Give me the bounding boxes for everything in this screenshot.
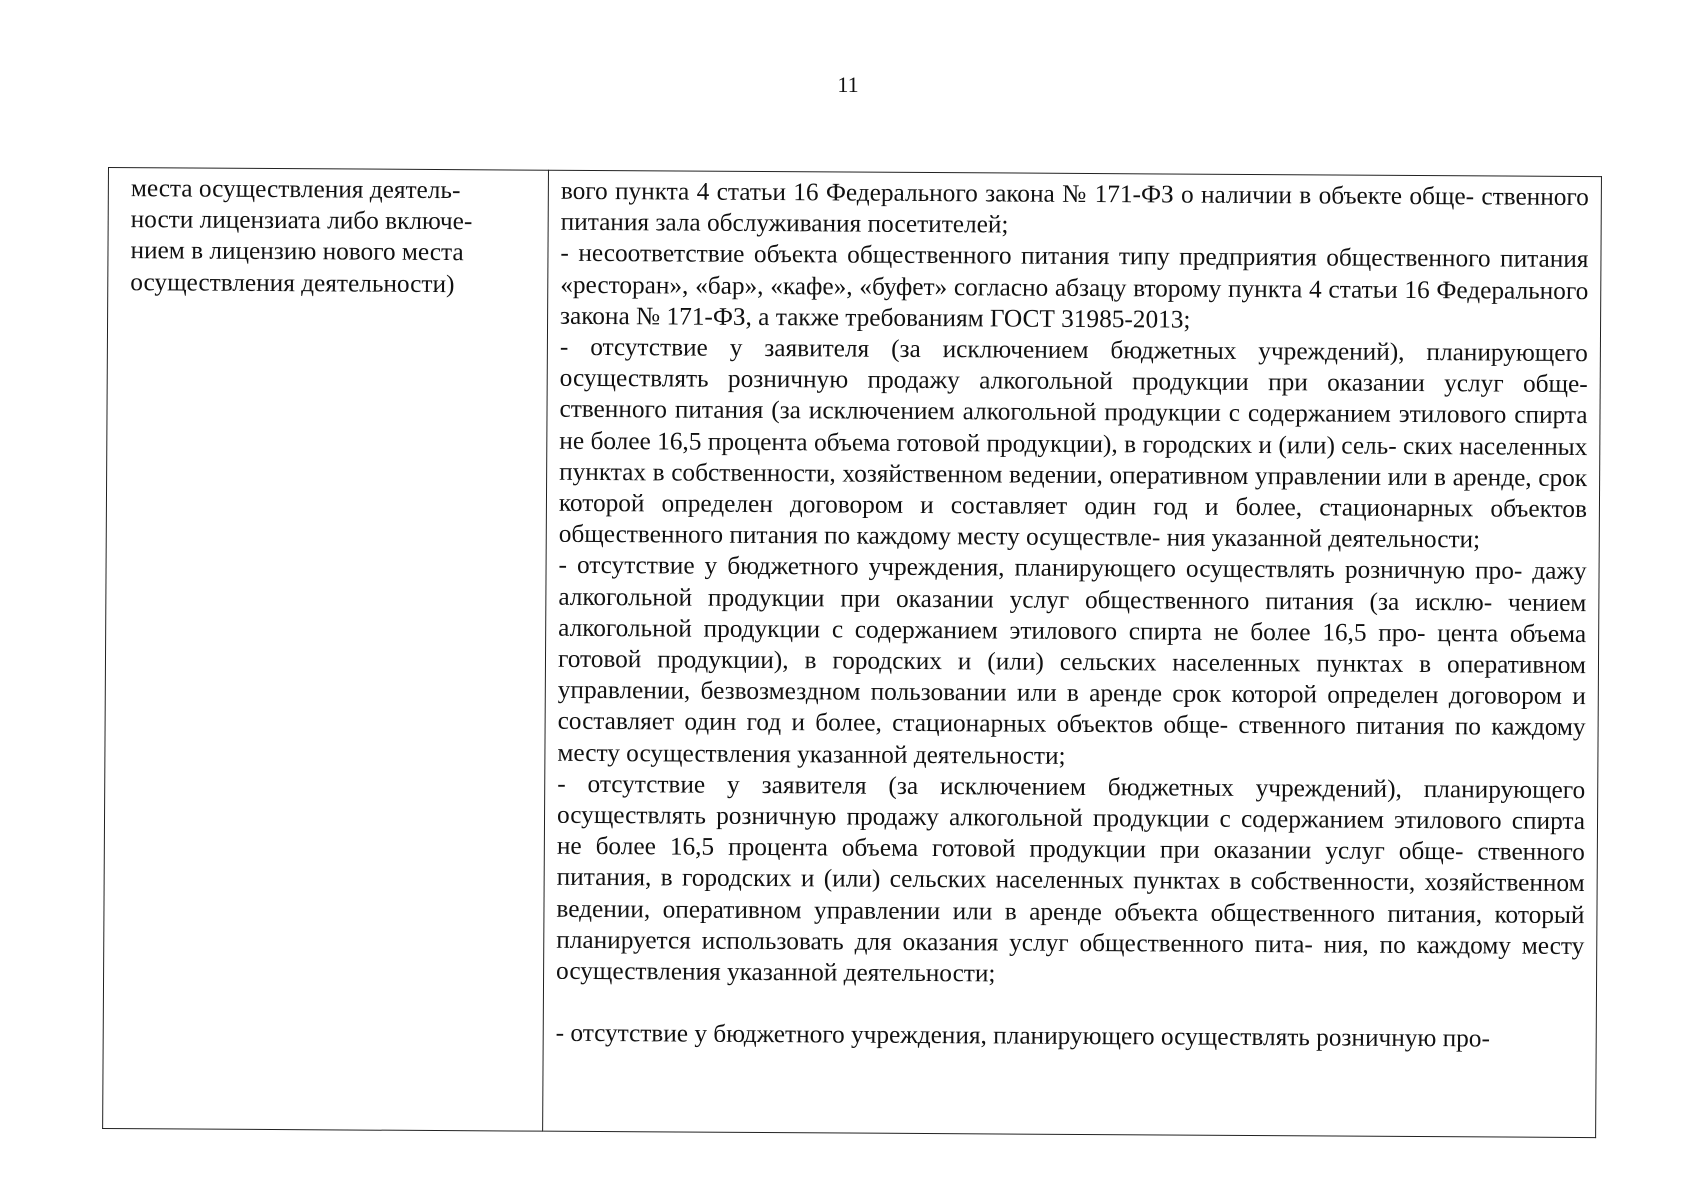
page-number: 11 — [837, 72, 859, 97]
paragraph: - отсутствие у заявителя (за исключением бюджетных учреждений), планирующего осуществлять розничную продажу алкогольной продукции при оказании услуг обще- ственного питания (за исключением алкогольной продукции с содержанием этилового спирта не более 16,5 процента объема готовой продукции), в городских и (или) сель- ских населенных пунктах в собственности, хозяйственном ведении, оперативном управлении или в аренде, срок которой определен договором и составляет один год и более, стационарных объектов общественного питания по каждому месту осуществле- ния указанной деятельности; — [558, 332, 1588, 554]
right-cell-text — [556, 176, 1589, 1056]
left-cell-text — [120, 173, 536, 300]
left-cell — [103, 168, 549, 1132]
table-row — [103, 168, 1602, 1138]
document-table — [102, 167, 1602, 1138]
paragraph: - отсутствие у бюджетного учреждения, планирующего осуществлять розничную про- — [555, 1019, 1491, 1053]
left-cell-line: нием в лицензию нового места — [130, 236, 464, 267]
paragraph: - отсутствие у заявителя (за исключением бюджетных учреждений), планирующего осуществлять розничную продажу алкогольной продукции с содержанием этилового спирта не более 16,5 процента объема готовой продукции при оказании услуг обще- ственного питания, в городских и (или) сельских населенных пунктах в собственности, хозяйственном ведении, оперативном управлении или в аренде объекта общественного питания, который планируется использовать для оказания услуг общественного пита- ния, по каждому месту осуществления указанной деятельности; — [556, 769, 1586, 988]
paragraph: - несоответствие объекта общественного питания типу предприятия общественного питания «ресторан», «бар», «кафе», «буфет» согласно абзацу второму пункта 4 статьи 16 Федерального закона № 171-ФЗ, а также требованиям ГОСТ 31985-2013; — [560, 239, 1589, 334]
left-cell-line: места осуществления деятель- — [130, 174, 461, 205]
right-cell — [543, 170, 1602, 1137]
left-cell-line: ности лицензиата либо включе- — [130, 205, 473, 236]
left-cell-line: осуществления деятельности) — [130, 267, 455, 298]
paragraph: вого пункта 4 статьи 16 Федерального закона № 171-ФЗ о наличии в объекте обще- ственного питания зала обслуживания посетителей; — [560, 176, 1589, 239]
paragraph: - отсутствие у бюджетного учреждения, планирующего осуществлять розничную про- дажу алкогольной продукции при оказании услуг общественного питания (за исклю- чением алкогольной продукции с содержанием этилового спирта не более 16,5 про- цента объема готовой продукции), в городских и (или) сельских населенных пунктах в оперативном управлении, безвозмездном пользовании или в аренде срок которой определен договором и составляет один год и более, стационарных объектов обще- ственного питания по каждому месту осуществления указанной деятельности; — [557, 551, 1587, 770]
